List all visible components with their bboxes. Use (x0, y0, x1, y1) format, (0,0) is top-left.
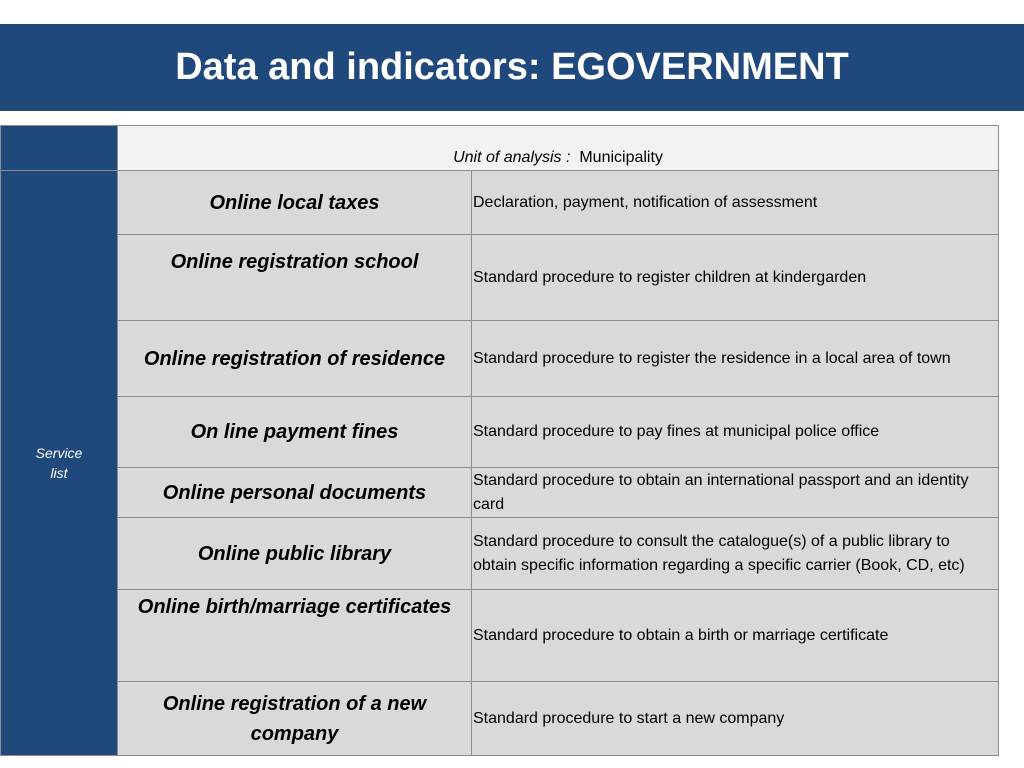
service-description: Standard procedure to obtain an international passport and an identity card (472, 468, 999, 518)
service-description: Standard procedure to start a new company (472, 682, 999, 756)
table-header-row (1, 126, 999, 171)
corner-cell (1, 126, 118, 171)
service-list-label-cell (1, 171, 118, 756)
service-description: Standard procedure to consult the catalogue(s) of a public library to obtain specific information regarding a specific carrier (Book, CD, etc) (472, 518, 999, 590)
table-row (1, 518, 999, 590)
table-row (1, 590, 999, 682)
service-name: On line payment fines (118, 397, 472, 468)
service-name: Online registration of a new company (118, 682, 472, 756)
table-row (1, 171, 999, 235)
table-row (1, 682, 999, 756)
service-name: Online registration of residence (118, 321, 472, 397)
table-row (1, 397, 999, 468)
service-name: Online registration school (118, 235, 472, 321)
service-description: Declaration, payment, notification of assessment (472, 171, 999, 235)
service-name: Online birth/marriage certificates (118, 590, 472, 682)
service-description: Standard procedure to register the residence in a local area of town (472, 321, 999, 397)
service-list-label-line2: list (50, 465, 68, 481)
service-description: Standard procedure to obtain a birth or marriage certificate (472, 590, 999, 682)
service-name: Online public library (118, 518, 472, 590)
table-row (1, 321, 999, 397)
unit-of-analysis-cell (118, 126, 999, 171)
unit-of-analysis-value: Municipality (579, 149, 663, 166)
service-table (0, 125, 999, 756)
title-bar (0, 24, 1024, 111)
table-row (1, 235, 999, 321)
service-list-label-line1: Service (35, 445, 83, 461)
unit-of-analysis-label: Unit of analysis : (453, 149, 571, 166)
service-description: Standard procedure to register children at kindergarden (472, 235, 999, 321)
slide-title: Data and indicators: EGOVERNMENT (175, 46, 849, 88)
service-name: Online local taxes (118, 171, 472, 235)
table-row (1, 468, 999, 518)
service-description: Standard procedure to pay fines at municipal police office (472, 397, 999, 468)
service-name: Online personal documents (118, 468, 472, 518)
